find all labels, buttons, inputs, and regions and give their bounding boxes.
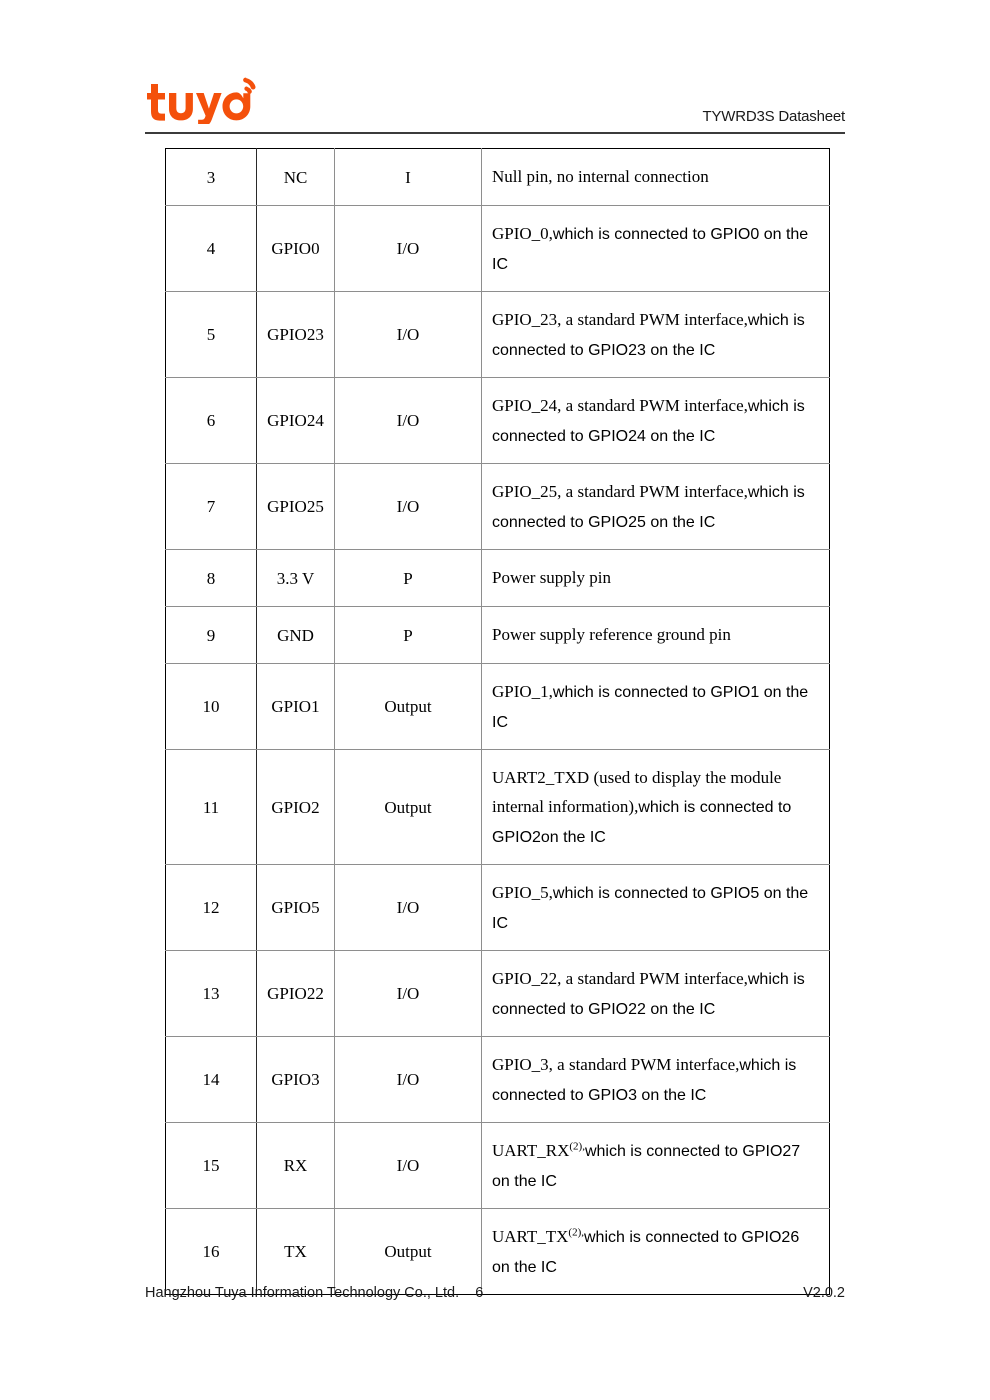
pin-description: [482, 677, 829, 737]
cell-pin-name: [257, 206, 335, 292]
pin-name: GPIO24: [267, 411, 324, 430]
page-header: [145, 72, 845, 134]
pin-description: [482, 162, 829, 192]
table-row: [166, 464, 830, 550]
cell-pin-number: [166, 292, 257, 378]
pin-type: I/O: [396, 411, 420, 430]
table-row: [166, 378, 830, 464]
cell-pin-name: [257, 664, 335, 750]
pin-number: 15: [202, 1156, 220, 1175]
pin-description: [482, 477, 829, 537]
pin-description: [482, 620, 829, 650]
description-sans-run: which is connected to GPIO3 on the IC: [492, 1056, 797, 1104]
cell-pin-type: [335, 750, 482, 865]
cell-pin-description: [482, 607, 830, 664]
description-serif-run: GPIO_22, a standard PWM interface,: [492, 968, 748, 988]
cell-pin-description: [482, 1037, 830, 1123]
pin-type: I/O: [396, 898, 420, 917]
cell-pin-type: [335, 149, 482, 206]
cell-pin-type: [335, 951, 482, 1037]
cell-pin-number: [166, 378, 257, 464]
cell-pin-name: [257, 378, 335, 464]
pin-name: GPIO23: [267, 325, 324, 344]
pin-description: [482, 1136, 829, 1196]
cell-pin-number: [166, 206, 257, 292]
pin-number: 9: [206, 625, 216, 645]
footer-version: V2.0.2: [803, 1285, 845, 1301]
cell-pin-number: [166, 607, 257, 664]
cell-pin-description: [482, 1123, 830, 1209]
pin-description: [482, 1050, 829, 1110]
description-serif-run: GPIO_24, a standard PWM interface,: [492, 395, 748, 415]
cell-pin-type: [335, 1209, 482, 1295]
description-sans-run: which is connected to GPIO0 on the IC: [492, 225, 809, 273]
header-document-title: TYWRD3S Datasheet: [702, 108, 845, 125]
cell-pin-description: [482, 951, 830, 1037]
cell-pin-name: [257, 1209, 335, 1295]
pin-type: I/O: [396, 239, 420, 258]
pin-name: GND: [277, 625, 314, 645]
cell-pin-name: [257, 464, 335, 550]
description-serif-run: GPIO_3, a standard PWM interface,: [492, 1054, 740, 1074]
cell-pin-name: [257, 607, 335, 664]
cell-pin-number: [166, 1037, 257, 1123]
pin-number: 8: [206, 568, 216, 588]
description-serif-run: GPIO_23, a standard PWM interface,: [492, 309, 748, 329]
cell-pin-number: [166, 865, 257, 951]
pin-number: 16: [202, 1242, 220, 1261]
pin-type: I/O: [396, 325, 420, 344]
description-serif-run: Power supply pin: [492, 568, 611, 587]
cell-pin-type: [335, 1037, 482, 1123]
pin-description: [482, 763, 829, 852]
tuya-logo: [145, 74, 265, 124]
pin-type: P: [403, 568, 413, 588]
pin-type: Output: [384, 1242, 432, 1261]
header-rule: [145, 132, 845, 134]
cell-pin-type: [335, 607, 482, 664]
description-sans-run: which is connected to GPIO22 on the IC: [492, 970, 805, 1018]
cell-pin-description: [482, 750, 830, 865]
pin-description: [482, 219, 829, 279]
pin-name: GPIO2: [271, 797, 320, 817]
cell-pin-description: [482, 149, 830, 206]
table-row: [166, 292, 830, 378]
pin-number: 12: [202, 898, 220, 917]
cell-pin-description: [482, 464, 830, 550]
pin-number: 5: [206, 325, 216, 344]
table-row: [166, 1037, 830, 1123]
cell-pin-description: [482, 292, 830, 378]
table-row: [166, 664, 830, 750]
description-sans-run: which is connected to GPIO5 on the IC: [492, 884, 809, 932]
cell-pin-description: [482, 206, 830, 292]
cell-pin-name: [257, 292, 335, 378]
footer-company-and-page: [145, 1285, 483, 1301]
description-serif-run: UART2_TXD (used to display the module internal information),: [492, 767, 782, 816]
footnote-marker: (2),: [568, 1225, 584, 1238]
pin-name: 3.3 V: [276, 568, 315, 588]
description-sans-run: which is connected to GPIO26 on the IC: [492, 1228, 800, 1276]
table-row: [166, 1209, 830, 1295]
pin-type: I/O: [396, 984, 420, 1003]
description-serif-run: UART_TX: [492, 1226, 569, 1246]
cell-pin-number: [166, 664, 257, 750]
pin-description: [482, 878, 829, 938]
cell-pin-type: [335, 1123, 482, 1209]
pin-type: I: [405, 167, 411, 187]
pin-description: [482, 305, 829, 365]
footer-company: Hangzhou Tuya Information Technology Co., Ltd.: [145, 1285, 460, 1301]
pin-type: Output: [384, 697, 432, 716]
pin-number: 7: [206, 497, 216, 516]
description-serif-run: GPIO_0,: [492, 223, 553, 243]
table-row: [166, 750, 830, 865]
description-serif-run: GPIO_25, a standard PWM interface,: [492, 481, 748, 501]
description-sans-run: which is connected to GPIO24 on the IC: [492, 397, 805, 445]
description-serif-run: UART_RX: [492, 1140, 570, 1160]
pin-name: NC: [283, 167, 308, 187]
pin-number: 4: [206, 239, 216, 258]
description-serif-run: GPIO_5,: [492, 882, 553, 902]
pin-number: 14: [202, 1070, 220, 1089]
pin-name: GPIO22: [267, 984, 324, 1003]
cell-pin-type: [335, 378, 482, 464]
pin-type: Output: [384, 797, 432, 817]
pin-number: 6: [206, 411, 216, 430]
table-row: [166, 865, 830, 951]
table-row: [166, 550, 830, 607]
description-serif-run: GPIO_1,: [492, 681, 553, 701]
pin-name: GPIO0: [271, 239, 320, 258]
cell-pin-number: [166, 1123, 257, 1209]
cell-pin-description: [482, 664, 830, 750]
cell-pin-number: [166, 149, 257, 206]
footnote-marker: (2),: [569, 1139, 585, 1152]
table-row: [166, 1123, 830, 1209]
cell-pin-description: [482, 865, 830, 951]
pin-name: GPIO3: [271, 1070, 320, 1089]
cell-pin-description: [482, 378, 830, 464]
pin-name: RX: [283, 1156, 308, 1175]
pin-description-table: [165, 148, 830, 1295]
description-sans-run: which is connected to GPIO2on the IC: [492, 798, 792, 846]
cell-pin-type: [335, 292, 482, 378]
cell-pin-type: [335, 550, 482, 607]
cell-pin-type: [335, 664, 482, 750]
pin-type: I/O: [396, 1156, 420, 1175]
pin-description: [482, 391, 829, 451]
pin-type: I/O: [396, 497, 420, 516]
pin-number: 11: [202, 797, 220, 817]
cell-pin-name: [257, 951, 335, 1037]
pin-number: 10: [202, 697, 220, 716]
description-sans-run: which is connected to GPIO25 on the IC: [492, 483, 805, 531]
pin-description: [482, 1222, 829, 1282]
pin-description: [482, 964, 829, 1024]
cell-pin-number: [166, 1209, 257, 1295]
cell-pin-name: [257, 149, 335, 206]
description-serif-run: Power supply reference ground pin: [492, 625, 731, 644]
cell-pin-name: [257, 1037, 335, 1123]
cell-pin-description: [482, 1209, 830, 1295]
cell-pin-number: [166, 550, 257, 607]
pin-number: 3: [206, 167, 216, 187]
table-row: [166, 149, 830, 206]
cell-pin-name: [257, 750, 335, 865]
table-row: [166, 951, 830, 1037]
cell-pin-description: [482, 550, 830, 607]
cell-pin-type: [335, 206, 482, 292]
description-serif-run: Null pin, no internal connection: [492, 167, 709, 186]
pin-description: [482, 563, 829, 593]
cell-pin-number: [166, 464, 257, 550]
cell-pin-type: [335, 865, 482, 951]
cell-pin-name: [257, 550, 335, 607]
pin-table-body: [166, 149, 830, 1295]
cell-pin-name: [257, 865, 335, 951]
pin-type: P: [403, 625, 413, 645]
cell-pin-type: [335, 464, 482, 550]
cell-pin-number: [166, 750, 257, 865]
pin-number: 13: [202, 984, 220, 1003]
cell-pin-name: [257, 1123, 335, 1209]
table-row: [166, 206, 830, 292]
pin-name: GPIO25: [267, 497, 324, 516]
pin-name: GPIO1: [271, 697, 320, 716]
description-sans-run: which is connected to GPIO1 on the IC: [492, 683, 809, 731]
cell-pin-number: [166, 951, 257, 1037]
pin-name: GPIO5: [271, 898, 320, 917]
page-footer: [145, 1285, 845, 1307]
table-row: [166, 607, 830, 664]
footer-page-number: 6: [475, 1285, 484, 1301]
pin-name: TX: [284, 1242, 307, 1261]
pin-type: I/O: [396, 1070, 420, 1089]
description-sans-run: which is connected to GPIO27 on the IC: [492, 1142, 801, 1190]
description-sans-run: which is connected to GPIO23 on the IC: [492, 311, 805, 359]
footer-gap: [459, 1285, 475, 1301]
